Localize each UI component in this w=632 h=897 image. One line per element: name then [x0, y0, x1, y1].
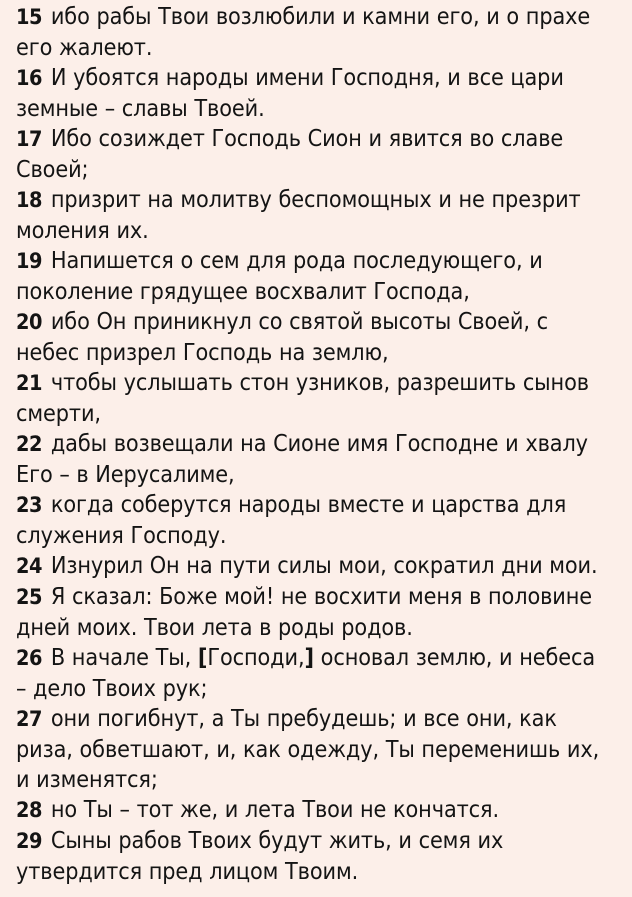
verse-body: Сыны рабов Твоих будут жить, и семя их утвердится пред лицом Твоим.: [16, 827, 504, 885]
verse-number: 21: [16, 371, 43, 396]
verse-body: но Ты – тот же, и лета Твои не кончатся.: [50, 796, 500, 823]
verse-number: 28: [16, 798, 43, 823]
verse: [16, 3, 590, 61]
verse-body: Я сказал: Боже мой! не восхити меня в половине дней моих. Твои лета в роды родов.: [16, 583, 593, 641]
verse-body: чтобы услышать стон узников, разрешить сынов смерти,: [16, 369, 589, 427]
verse-number: 16: [16, 66, 43, 91]
verse-number: 25: [16, 585, 43, 610]
verse: [16, 827, 503, 885]
verse-number: 26: [16, 646, 43, 671]
verse: [16, 125, 563, 183]
verse-body: Напишется о сем для рода последующего, и поколение грядущее восхвалит Господа,: [16, 247, 543, 305]
verse-number: 20: [16, 310, 43, 335]
verse-number: 24: [16, 554, 43, 579]
verse-number: 15: [16, 5, 43, 30]
verse-text-flow: [16, 2, 606, 887]
verse-number: 29: [16, 829, 43, 854]
bracket-open: [: [197, 644, 208, 671]
verse-text-segment: основал землю, и небеса – дело Твоих рук;: [16, 644, 596, 702]
verse: [16, 64, 564, 122]
bracketed-insertion: Господи,: [207, 644, 305, 671]
verse: [16, 308, 548, 366]
verse: [16, 644, 595, 702]
verse: [16, 369, 589, 427]
verse-number: 19: [16, 249, 43, 274]
verse-number: 23: [16, 493, 43, 518]
verse-number: 27: [16, 707, 43, 732]
verse-text-segment: В начале Ты,: [50, 644, 198, 671]
verse: [16, 705, 599, 793]
verse-body: Изнурил Он на пути силы мои, сократил дни мои.: [50, 552, 598, 579]
verse-body: дабы возвещали на Сионе имя Господне и хвалу Его – в Иерусалиме,: [16, 430, 588, 488]
verse-body: когда соберутся народы вместе и царства для служения Господу.: [16, 491, 567, 549]
verse: [16, 186, 581, 244]
verse-number: 18: [16, 188, 43, 213]
verse: [16, 552, 598, 579]
verse-body: И убоятся народы имени Господня, и все цари земные – славы Твоей.: [16, 64, 564, 122]
verse: [16, 247, 543, 305]
verse: [16, 583, 592, 641]
verse-body: [16, 644, 595, 702]
verse: [16, 430, 588, 488]
verse-body: ибо рабы Твои возлюбили и камни его, и о прахе его жалеют.: [16, 3, 591, 61]
verse-body: призрит на молитву беспомощных и не презрит моления их.: [16, 186, 581, 244]
verse-body: они погибнут, а Ты пребудешь; и все они, как риза, обветшают, и, как одежду, Ты переменишь их, и изменятся;: [16, 705, 600, 793]
bracket-close: ]: [304, 644, 314, 671]
verse-number: 22: [16, 432, 43, 457]
verse-body: ибо Он приникнул со святой высоты Своей, с небес призрел Господь на землю,: [16, 308, 548, 366]
verse: [16, 491, 566, 549]
verse-body: Ибо созиждет Господь Сион и явится во славе Своей;: [16, 125, 564, 183]
verse: [16, 796, 499, 823]
verse-number: 17: [16, 127, 43, 152]
